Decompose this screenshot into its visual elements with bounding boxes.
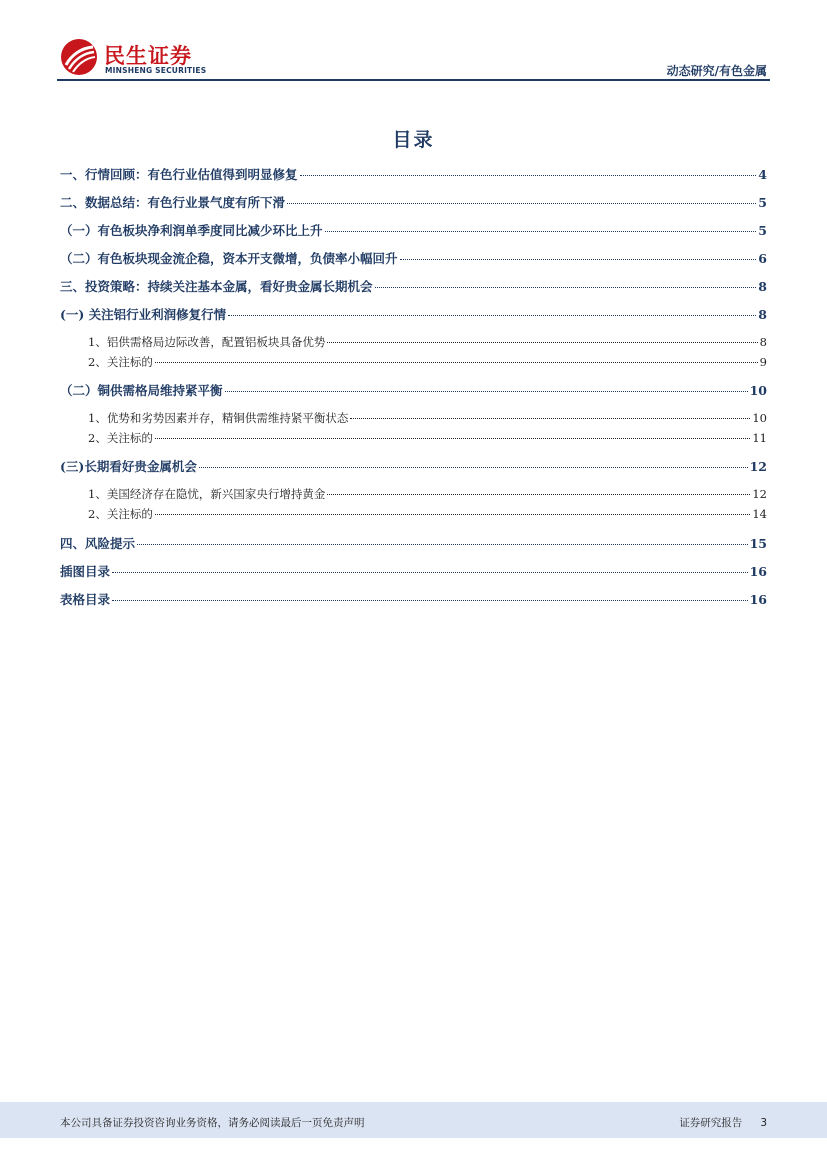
toc-entry-page: 16 [749, 592, 767, 607]
footer-report-type: 证券研究报告 [679, 1117, 743, 1129]
company-logo [60, 38, 220, 78]
toc-leader-dots [155, 362, 758, 363]
minsheng-logo-icon [60, 38, 98, 76]
toc-entry-page: 5 [758, 195, 767, 210]
toc-entry[interactable] [60, 354, 767, 370]
toc-entry-page: 12 [749, 459, 767, 474]
toc-entry[interactable] [60, 305, 767, 323]
toc-entry-page: 10 [749, 383, 767, 398]
header-divider [57, 79, 770, 81]
toc-entry-page: 14 [752, 507, 767, 521]
toc-entry[interactable] [60, 381, 767, 399]
toc-entry[interactable] [60, 457, 767, 475]
toc-entry-text: 四、风险提示 [60, 536, 136, 551]
toc-entry-text: 三、投资策略：持续关注基本金属，看好贵金属长期机会 [60, 279, 373, 294]
toc-entry-page: 6 [758, 251, 767, 266]
toc-entry-page: 11 [752, 431, 767, 445]
toc-entry[interactable] [60, 562, 767, 580]
toc-entry[interactable] [60, 486, 767, 502]
toc-entry[interactable] [60, 410, 767, 426]
toc-entry-text: 1、美国经济存在隐忧，新兴国家央行增持黄金 [88, 487, 326, 501]
toc-leader-dots [287, 203, 756, 204]
toc-entry-text: 2、关注标的 [88, 355, 153, 369]
logo-english-name: MINSHENG SECURITIES [105, 66, 207, 75]
toc-entry-text: 1、优势和劣势因素并存，精铜供需维持紧平衡状态 [88, 411, 349, 425]
toc-entry-page: 15 [749, 536, 767, 551]
toc-entry[interactable] [60, 221, 767, 239]
toc-leader-dots [155, 438, 751, 439]
toc-entry[interactable] [60, 430, 767, 446]
toc-entry-text: 一、行情回顾：有色行业估值得到明显修复 [60, 167, 298, 182]
toc-entry-page: 9 [759, 355, 767, 369]
toc-entry-page: 10 [752, 411, 767, 425]
toc-leader-dots [199, 467, 748, 468]
toc-leader-dots [350, 418, 750, 419]
logo-chinese-name: 民生证券 [104, 44, 192, 68]
footer-right-group [679, 1115, 767, 1130]
toc-entry-text: (一) 关注铝行业利润修复行情 [60, 307, 227, 322]
toc-leader-dots [327, 494, 750, 495]
toc-entry-page: 8 [758, 279, 767, 294]
toc-entry-page: 8 [759, 335, 767, 349]
toc-title: 目录 [392, 129, 435, 151]
report-section-label: 动态研究/有色金属 [666, 64, 767, 78]
toc-leader-dots [112, 572, 748, 573]
toc-leader-dots [225, 391, 748, 392]
footer-page-number: 3 [760, 1117, 767, 1129]
toc-leader-dots [400, 259, 757, 260]
toc-entry[interactable] [60, 590, 767, 608]
toc-leader-dots [137, 544, 748, 545]
toc-leader-dots [300, 175, 757, 176]
toc-leader-dots [375, 287, 757, 288]
toc-leader-dots [155, 514, 751, 515]
page-footer [0, 1102, 827, 1138]
toc-entry-page: 12 [752, 487, 767, 501]
toc-entry-page: 8 [758, 307, 767, 322]
toc-entry-text: （二）有色板块现金流企稳，资本开支微增，负债率小幅回升 [60, 251, 398, 266]
toc-entry-text: 二、数据总结：有色行业景气度有所下滑 [60, 195, 286, 210]
toc-entry[interactable] [60, 534, 767, 552]
toc-entry[interactable] [60, 249, 767, 267]
toc-entry-text: 1、铝供需格局边际改善，配置铝板块具备优势 [88, 335, 326, 349]
toc-entry-page: 5 [758, 223, 767, 238]
toc-entry-text: 2、关注标的 [88, 431, 153, 445]
toc-entry[interactable] [60, 334, 767, 350]
toc-leader-dots [325, 231, 757, 232]
toc-leader-dots [327, 342, 757, 343]
toc-leader-dots [228, 315, 756, 316]
footer-disclaimer: 本公司具备证券投资咨询业务资格，请务必阅读最后一页免责声明 [60, 1117, 365, 1129]
toc-entry[interactable] [60, 277, 767, 295]
toc-entry-text: 插图目录 [60, 564, 111, 579]
toc-entry[interactable] [60, 506, 767, 522]
toc-entry-page: 16 [749, 564, 767, 579]
toc-entry[interactable] [60, 165, 767, 183]
toc-entry-text: 2、关注标的 [88, 507, 153, 521]
toc-entry-page: 4 [758, 167, 767, 182]
toc-entry-text: (三)长期看好贵金属机会 [60, 459, 197, 474]
toc-entry-text: （一）有色板块净利润单季度同比减少环比上升 [60, 223, 323, 238]
toc-leader-dots [112, 600, 748, 601]
toc-entry-text: （二）铜供需格局维持紧平衡 [60, 383, 223, 398]
toc-entry[interactable] [60, 193, 767, 211]
toc-entry-text: 表格目录 [60, 592, 111, 607]
